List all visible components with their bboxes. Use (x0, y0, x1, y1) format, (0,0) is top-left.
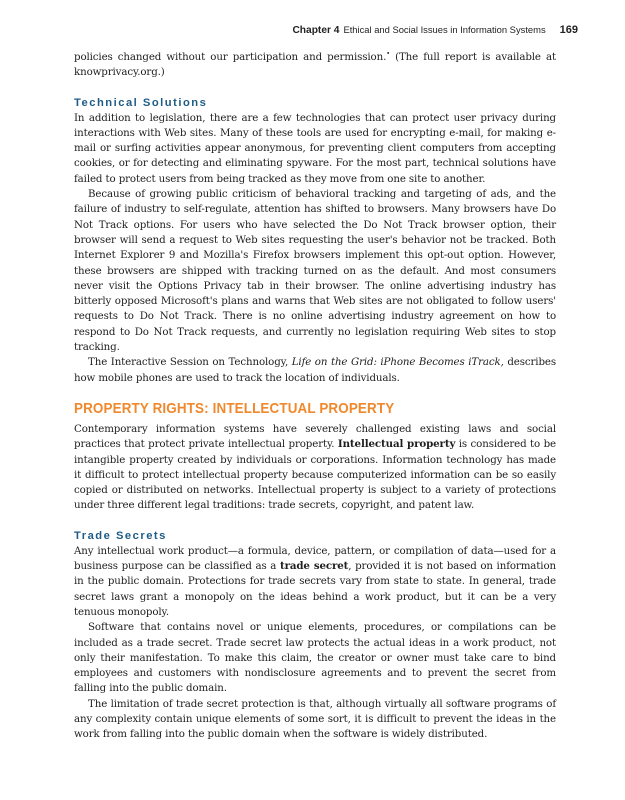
technical-solutions-paragraph-2: Because of growing public criticism of behavioral tracking and targeting of ads, and the failure of industry to self-regulate, attention has shifted to browsers. Many browsers have Do Not Track options. For users who have selected the Do Not Track browser option, their browser will send a request to Web sites requesting the user's behavior not be tracked. Both Internet Explorer 9 and Mozilla's Firefox browsers implement this opt-out option. However, these browsers are shipped with tracking turned on as the default. And most consumers never visit the Options Privacy tab in their browser. The online advertising industry has bitterly opposed Microsoft's plans and warns that Web sites are not obligated to follow users' requests to Do Not Track. There is no online advertising industry agreement on how to respond to Do Not Track requests, and currently no legislation requiring Web sites to stop tracking. (74, 188, 556, 354)
technical-solutions-paragraph-1: In addition to legislation, there are a few technologies that can protect user privacy during interactions with Web sites. Many of these tools are used for encrypting e-mail, for making e-mail or surfing activities appear anonymous, for preventing client computers from accepting cookies, or for detecting and eliminating spyware. For the most part, technical solutions have failed to protect users from being tracked as they move from one site to another. (74, 111, 556, 185)
intro-paragraph (74, 50, 556, 81)
page (74, 24, 578, 743)
chapter-label: Chapter 4 (292, 25, 340, 36)
key-term-intellectual-property: Intellectual property (337, 438, 456, 451)
section-heading-trade-secrets: Trade Secrets (74, 529, 167, 542)
intro-text-after: (The full report is available at knowprivacy.org.) (74, 51, 556, 79)
section-heading-technical-solutions: Technical Solutions (74, 96, 208, 109)
trade-secrets-text-after: , provided it is not based on information in the public domain. Protections for trade secrets vary from state to state. In general, trade secret laws grant a monopoly on the ideas behind a work product, but it can be a very tenuous monopoly. (74, 560, 556, 618)
interactive-session-intro: The Interactive Session on Technology, (88, 356, 292, 369)
running-header (74, 24, 578, 40)
technical-solutions-paragraph-3 (74, 355, 556, 386)
section-heading-property-rights: PROPERTY RIGHTS: INTELLECTUAL PROPERTY (74, 400, 395, 417)
property-rights-paragraph-1 (74, 422, 556, 514)
interactive-session-title: Life on the Grid: iPhone Becomes iTrack, (291, 356, 504, 369)
interactive-session-description: describes how mobile phones are used to track the location of individuals. (74, 356, 556, 384)
property-rights-text-before: Contemporary information systems have severely challenged existing laws and social practices that protect private intellectual property. (74, 422, 556, 451)
property-rights-text-after: is considered to be intangible property created by individuals or corporations. Information technology has made it difficult to protect intellectual property because computerized information can be so easily copied or distributed on networks. Intellectual property is subject to a variety of protections under three different legal traditions: trade secrets, copyright, and patent law. (74, 438, 556, 512)
trade-secrets-text-before: Any intellectual work product—a formula, device, pattern, or compilation of data—used for a business purpose can be classified as a (74, 544, 556, 573)
trade-secrets-paragraph-3: The limitation of trade secret protection is that, although virtually all software programs of any complexity contain unique elements of some sort, it is difficult to prevent the ideas in the work from falling into the public domain when the software is widely distributed. (74, 697, 556, 741)
trade-secrets-paragraph-2: Software that contains novel or unique elements, procedures, or compilations can be included as a trade secret. Trade secret law protects the actual ideas in a work product, not only their manifestation. To make this claim, the creator or owner must take care to bind employees and customers with nondisclosure agreements and to prevent the secret from falling into the public domain. (74, 621, 556, 695)
footnote-marker: • (386, 49, 390, 58)
page-number: 169 (559, 24, 578, 36)
chapter-title: Ethical and Social Issues in Information Systems (343, 24, 546, 35)
trade-secrets-paragraph-1 (74, 544, 556, 620)
intro-text: policies changed without our participation and permission. (74, 51, 387, 63)
key-term-trade-secret: trade secret (279, 560, 349, 573)
